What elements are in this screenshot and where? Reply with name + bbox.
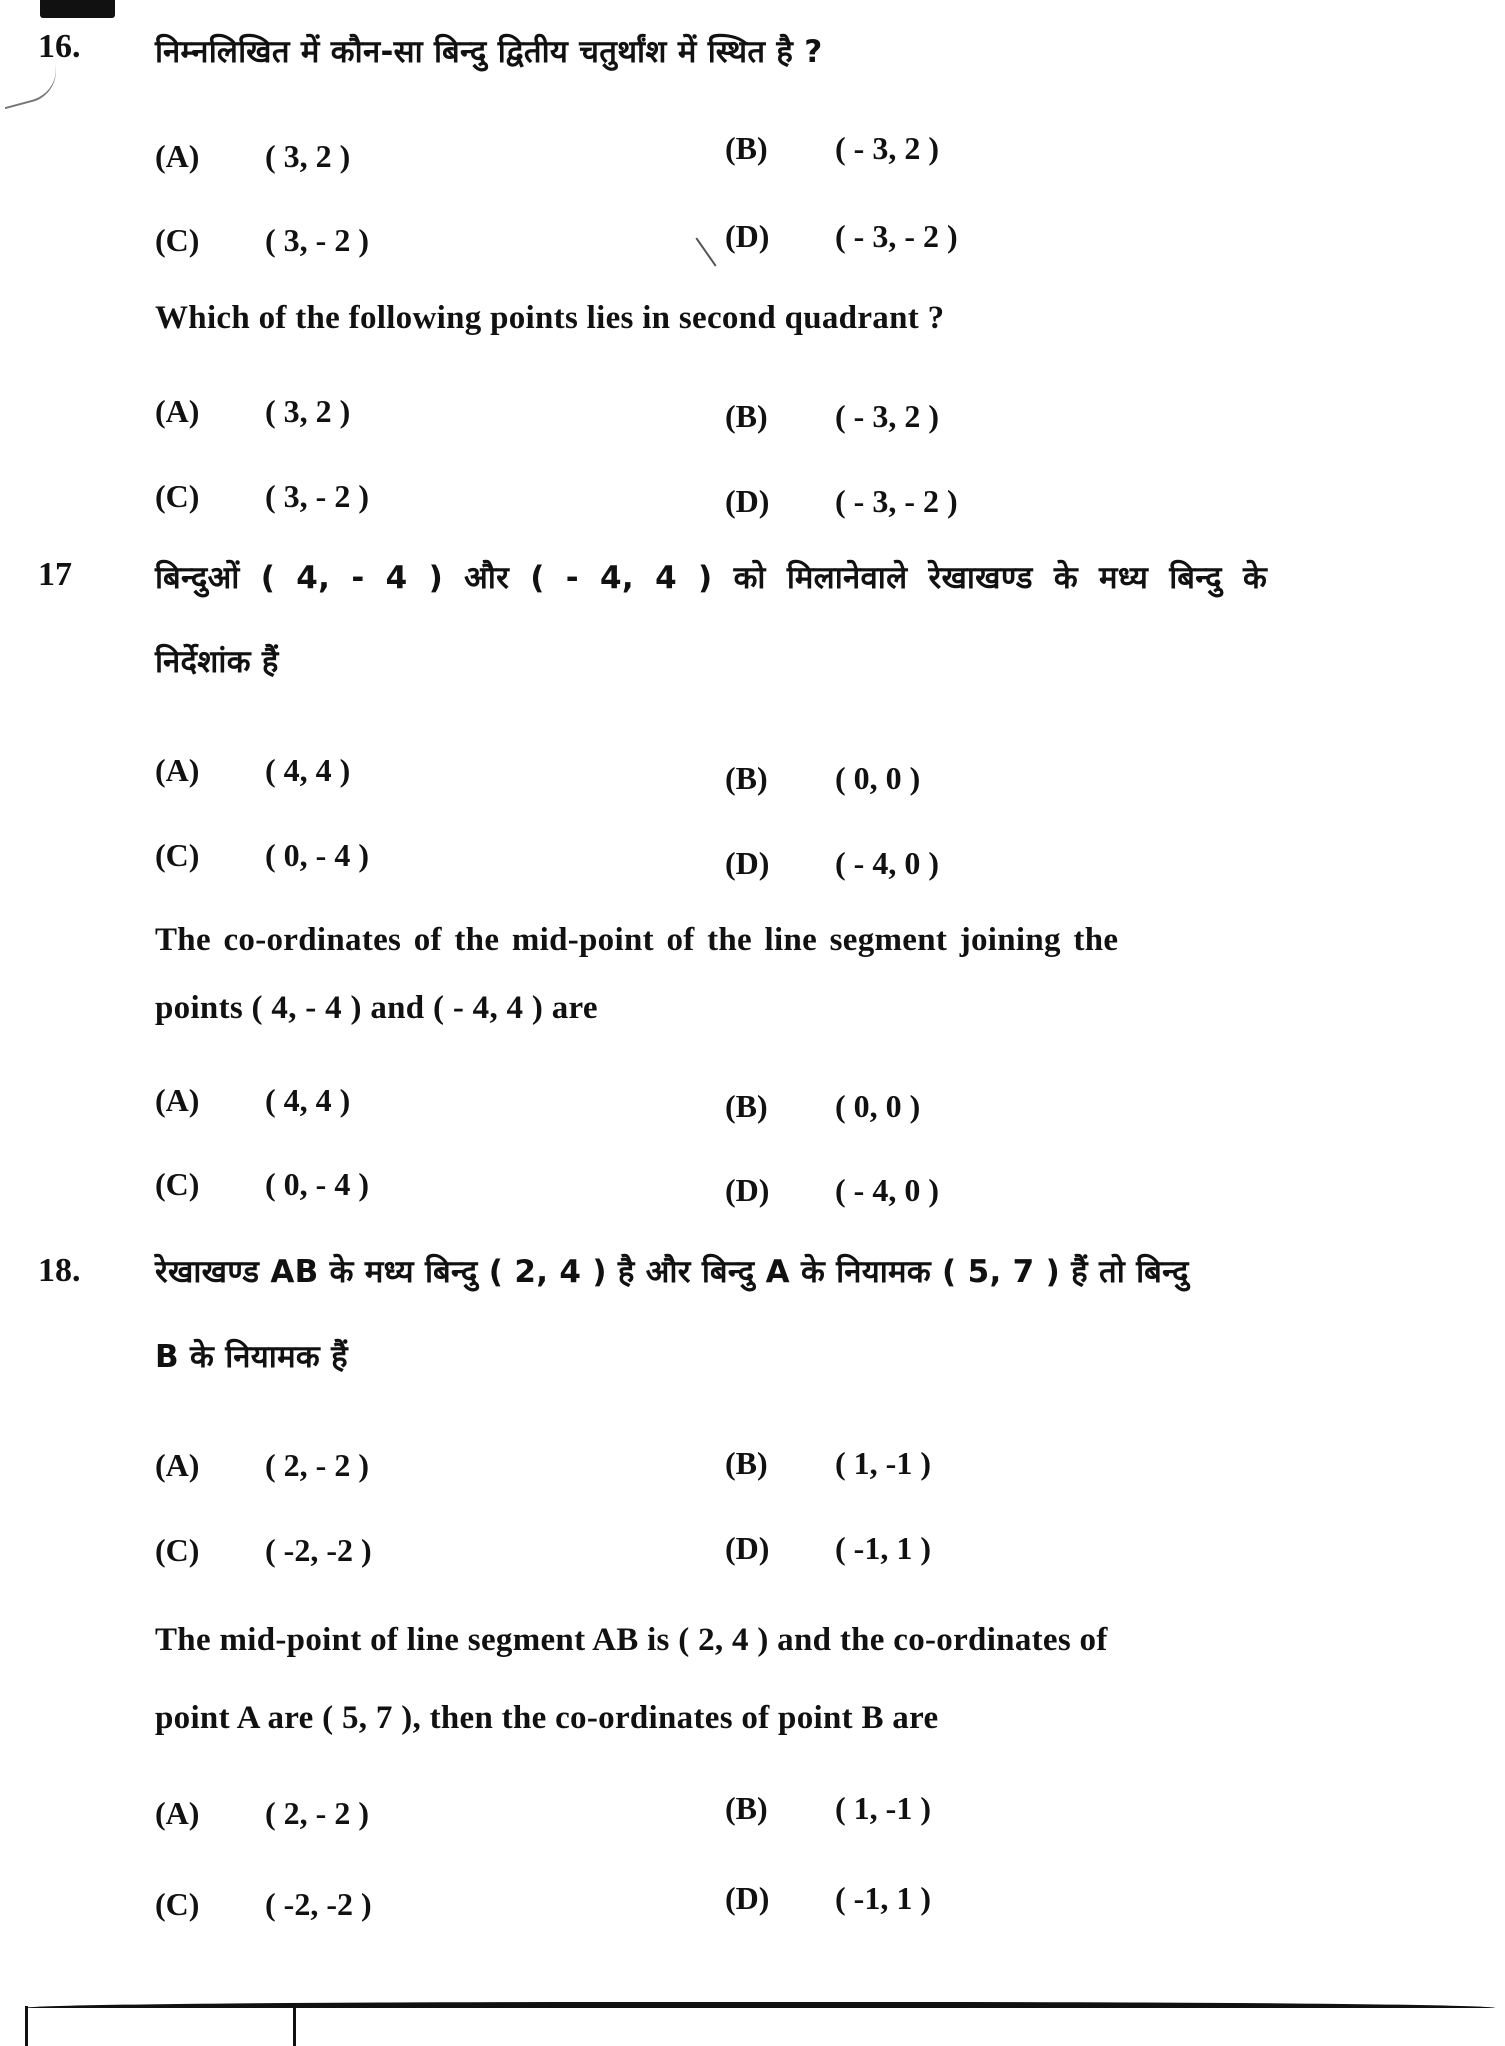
question-text-english: The co-ordinates of the mid-point of the line segment joining the [155, 922, 1119, 958]
option-a[interactable]: (A) ( 2, - 2 ) [155, 1447, 369, 1483]
option-a[interactable]: (A) ( 3, 2 ) [155, 393, 351, 429]
page-corner-mark [40, 0, 115, 18]
question-number: 16. [38, 28, 81, 65]
option-b[interactable]: (B) ( - 3, 2 ) [725, 130, 939, 166]
question-text-english-cont: point A are ( 5, 7 ), then the co-ordinates of point B are [155, 1700, 939, 1736]
option-d[interactable]: (D) ( - 3, - 2 ) [725, 218, 958, 254]
option-d[interactable]: (D) ( -1, 1 ) [725, 1880, 931, 1916]
question-number: 18. [38, 1252, 81, 1289]
option-c[interactable]: (C) ( 0, - 4 ) [155, 1166, 369, 1202]
pen-mark [0, 63, 63, 109]
option-b[interactable]: (B) ( 0, 0 ) [725, 1088, 921, 1124]
option-d[interactable]: (D) ( - 3, - 2 ) [725, 483, 958, 519]
question-number: 17 [38, 556, 72, 593]
question-text-english: The mid-point of line segment AB is ( 2, 4 ) and the co-ordinates of [155, 1622, 1108, 1658]
option-c[interactable]: (C) ( -2, -2 ) [155, 1532, 372, 1568]
pen-tick-mark [695, 238, 716, 267]
option-d[interactable]: (D) ( - 4, 0 ) [725, 845, 939, 881]
option-a[interactable]: (A) ( 4, 4 ) [155, 752, 351, 788]
question-text-hindi-cont: B के नियामक हैं [155, 1339, 348, 1375]
option-a[interactable]: (A) ( 2, - 2 ) [155, 1795, 369, 1831]
option-c[interactable]: (C) ( 0, - 4 ) [155, 837, 369, 873]
option-d[interactable]: (D) ( -1, 1 ) [725, 1530, 931, 1566]
question-text-english-cont: points ( 4, - 4 ) and ( - 4, 4 ) are [155, 990, 598, 1026]
page-footer-box [25, 2006, 296, 2046]
option-b[interactable]: (B) ( 0, 0 ) [725, 760, 921, 796]
question-text-hindi: बिन्दुओं ( 4, - 4 ) और ( - 4, 4 ) को मिलानेवाले रेखाखण्ड के मध्य बिन्दु के [155, 560, 1268, 596]
option-c[interactable]: (C) ( 3, - 2 ) [155, 478, 369, 514]
option-d[interactable]: (D) ( - 4, 0 ) [725, 1172, 939, 1208]
question-text-hindi-cont: निर्देशांक हैं [155, 644, 279, 680]
question-text-english: Which of the following points lies in second quadrant ? [155, 300, 945, 336]
option-b[interactable]: (B) ( 1, -1 ) [725, 1445, 931, 1481]
option-b[interactable]: (B) ( 1, -1 ) [725, 1790, 931, 1826]
option-c[interactable]: (C) ( -2, -2 ) [155, 1886, 372, 1922]
question-text-hindi: निम्नलिखित में कौन-सा बिन्दु द्वितीय चतुर्थांश में स्थित है ? [155, 34, 823, 70]
option-b[interactable]: (B) ( - 3, 2 ) [725, 398, 939, 434]
question-text-hindi: रेखाखण्ड AB के मध्य बिन्दु ( 2, 4 ) है और बिन्दु A के नियामक ( 5, 7 ) हैं तो बिन्दु [155, 1254, 1189, 1290]
option-a[interactable]: (A) ( 4, 4 ) [155, 1082, 351, 1118]
option-c[interactable]: (C) ( 3, - 2 ) [155, 222, 369, 258]
option-a[interactable]: (A) ( 3, 2 ) [155, 138, 351, 174]
